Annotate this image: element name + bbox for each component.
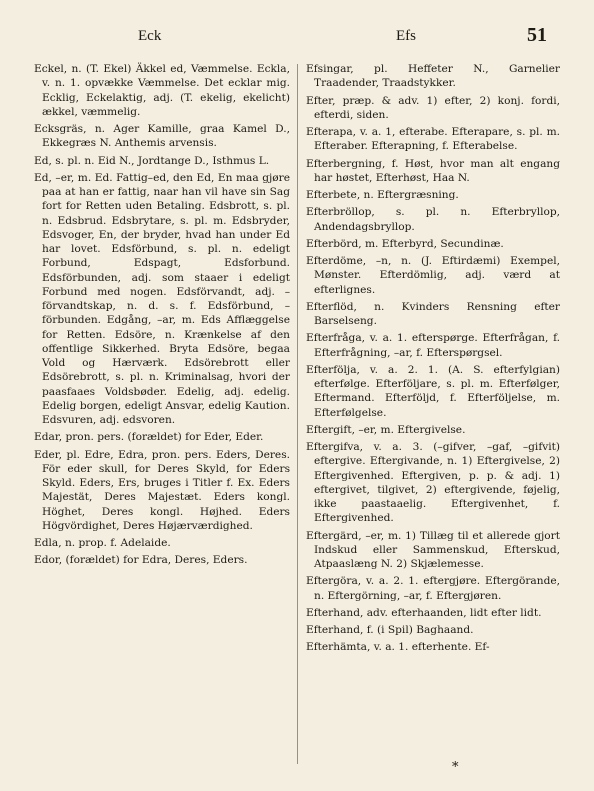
dictionary-entry: Efterdöme, –n, n. (J. Eftirdæmi) Exempel, Mønster. Efterdömlig, adj. værd at efterlignes. [306,255,560,296]
dictionary-entry: Efterfråga, v. a. 1. efterspørge. Efterfrågan, f. Efterfrågning, –ar, f. Efterspørgsel. [306,332,560,359]
dictionary-entry: Efterfölja, v. a. 2. 1. (A. S. efterfylgian) efterfølge. Efterföljare, s. pl. m. Efterfølger, Eftermand. Efterföljd, f. Efterföljelse, m. Efterfølgelse. [306,363,560,419]
dictionary-entry: Efterhämta, v. a. 1. efterhente. Ef- [306,641,490,654]
header-right-catchword: Efs [396,28,416,44]
dictionary-entry: Edor, (forældet) for Edra, Deres, Eders. [34,554,248,567]
dictionary-entry: Edla, n. prop. f. Adelaide. [34,537,171,549]
signature-mark: * [452,760,459,775]
dictionary-entry: Efterbete, n. Eftergræsning. [306,189,459,201]
dictionary-entry: Ed, s. pl. n. Eid N., Jordtange D., Isthmus L. [34,154,270,167]
page-header [0,22,594,52]
dictionary-entry: Efterbörd, m. Efterbyrd, Secundinæ. [306,237,504,250]
dictionary-entry: Eftergöra, v. a. 2. 1. eftergjøre. Eftergörande, n. Eftergörning, –ar, f. Eftergjøren. [306,575,560,602]
dictionary-entry: Efterflöd, n. Kvinders Rensning efter Barselseng. [306,300,560,327]
right-column [306,62,560,658]
left-column [34,62,290,571]
page-number: 51 [527,24,547,46]
dictionary-entry: Efterhand, adv. efterhaanden, lidt efter lidt. [306,606,542,619]
dictionary-entry: Eder, pl. Edre, Edra, pron. pers. Eders, Deres. För eder skull, for Deres Skyld, for Eders Skyld. Eders, Ers, bruges i Titler f. Ex. Eders Majestät, Deres Majestæt. Eders kongl. Höghet, Deres kongl. Højhed. Eders Högvördighet, Deres Højærværdighed. [34,448,290,532]
dictionary-entry: Eftergifva, v. a. 3. (–gifver, –gaf, –gifvit) eftergive. Eftergivande, n. 1) Eftergivelse, 2) Eftergivenhed. Eftergiven, p. p. & adj. 1) eftergivet, tilgivet, 2) eftergivende, føjelig, ikke paastaaelig. Eftergivenhet, f. Eftergivenhed. [306,441,560,525]
dictionary-entry: Efterhand, f. (i Spil) Baghaand. [306,624,474,636]
dictionary-entry: Ed, –er, m. Ed. Fattig–ed, den Ed, En maa gjøre paa at han er fattig, naar han vil have sin Sag fort for Retten uden Betaling. Edsbrott, s. pl. n. Edsbrud. Edsbrytare, s. pl. m. Edsbryder, Edsvoger, En, der bryder, hvad han under Ed har lovet. Edsförbund, s. pl. n. edeligt Forbund, Edspagt, Edsforbund. Edsförbunden, adj. som staaer i edeligt Forbund med nogen. Edsförvandt, adj. –förvandtskap, n. d. s. f. Edsförbund, –förbunden. Edgång, –ar, m. Eds Afflæggelse for Retten. Edsöre, n. Krænkelse af den offentlige Sikkerhed. Bryta Edsöre, begaa Vold og Hærværk. Edsörebrott eller Edsörebrott, s. pl. n. Kriminalsag, hvori der paasfaaes Voldsbøder. Edelig, adj. edelig. Edelig borgen, edeligt Ansvar, edelig Kaution. Edsvuren, adj. edsvoren. [34,171,290,426]
dictionary-entry: Edar, pron. pers. (forældet) for Eder, Eder. [34,431,264,444]
column-divider [297,64,298,764]
dictionary-entry: Eftergärd, –er, m. 1) Tillæg til et allerede gjort Indskud eller Sammenskud, Efterskud, Atpaaslæng N. 2) Skjælemesse. [306,529,560,570]
dictionary-entry: Efterbergning, f. Høst, hvor man alt engang har høstet, Efterhøst, Haa N. [306,157,560,184]
dictionary-entry: Ecksgräs, n. Ager Kamille, graa Kamel D., Ekkegræs N. Anthemis arvensis. [34,123,290,150]
dictionary-entry: Efterapa, v. a. 1, efterabe. Efterapare, s. pl. m. Efteraber. Efterapning, f. Efterabelse. [306,126,560,153]
dictionary-entry: Eckel, n. (T. Ekel) Äkkel ed, Væmmelse. Eckla, v. n. 1. opvække Væmmelse. Det ecklar mig. Ecklig, Eckelaktig, adj. (T. ekelig, ekelicht) ækkel, væmmelig. [34,63,290,118]
header-left-catchword: Eck [138,28,162,44]
dictionary-entry: Efterbröllop, s. pl. n. Efterbryllop, Andendagsbryllop. [306,206,560,233]
dictionary-entry: Eftergift, –er, m. Eftergivelse. [306,423,466,436]
dictionary-entry: Efter, præp. & adv. 1) efter, 2) konj. fordi, efterdi, siden. [306,94,560,121]
dictionary-entry: Efsingar, pl. Heffeter N., Garnelier Traadender, Traadstykker. [306,63,560,90]
